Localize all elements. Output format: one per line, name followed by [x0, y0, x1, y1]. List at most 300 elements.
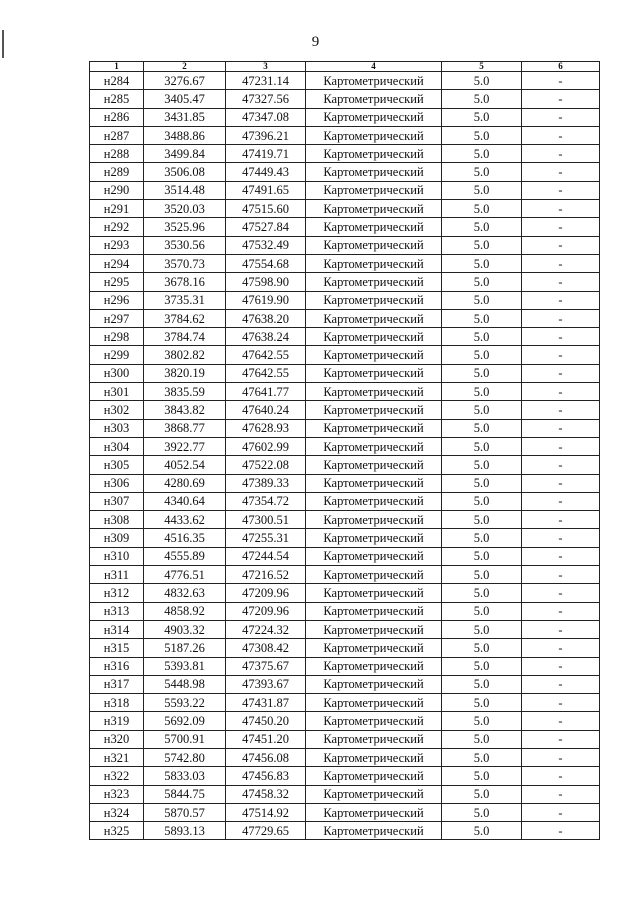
cell-x-coordinate: 3922.77 — [144, 437, 226, 455]
cell-accuracy: 5.0 — [442, 566, 522, 584]
table-row — [90, 126, 600, 144]
cell-note: - — [522, 803, 600, 821]
cell-x-coordinate: 5893.13 — [144, 822, 226, 840]
cell-x-coordinate: 4516.35 — [144, 529, 226, 547]
cell-method: Картометрический — [306, 90, 442, 108]
cell-y-coordinate: 47640.24 — [226, 401, 306, 419]
cell-note: - — [522, 511, 600, 529]
cell-y-coordinate: 47514.92 — [226, 803, 306, 821]
cell-y-coordinate: 47431.87 — [226, 694, 306, 712]
cell-note: - — [522, 291, 600, 309]
cell-point-id: н305 — [90, 456, 144, 474]
cell-method: Картометрический — [306, 602, 442, 620]
cell-method: Картометрический — [306, 181, 442, 199]
cell-accuracy: 5.0 — [442, 291, 522, 309]
cell-point-id: н312 — [90, 584, 144, 602]
cell-x-coordinate: 3405.47 — [144, 90, 226, 108]
cell-y-coordinate: 47638.20 — [226, 309, 306, 327]
cell-accuracy: 5.0 — [442, 620, 522, 638]
cell-method: Картометрический — [306, 547, 442, 565]
table-row — [90, 767, 600, 785]
header-col-4: 4 — [306, 62, 442, 72]
table-row — [90, 419, 600, 437]
cell-y-coordinate: 47244.54 — [226, 547, 306, 565]
cell-x-coordinate: 5187.26 — [144, 639, 226, 657]
cell-y-coordinate: 47354.72 — [226, 492, 306, 510]
table-row — [90, 236, 600, 254]
coordinates-table — [89, 61, 600, 840]
cell-point-id: н293 — [90, 236, 144, 254]
page-number: 9 — [311, 34, 320, 50]
cell-method: Картометрический — [306, 803, 442, 821]
cell-x-coordinate: 3488.86 — [144, 126, 226, 144]
cell-point-id: н284 — [90, 72, 144, 90]
cell-x-coordinate: 4858.92 — [144, 602, 226, 620]
table-row — [90, 547, 600, 565]
table-row — [90, 254, 600, 272]
cell-note: - — [522, 767, 600, 785]
cell-point-id: н295 — [90, 273, 144, 291]
cell-y-coordinate: 47628.93 — [226, 419, 306, 437]
cell-point-id: н303 — [90, 419, 144, 437]
cell-method: Картометрический — [306, 200, 442, 218]
cell-y-coordinate: 47729.65 — [226, 822, 306, 840]
cell-x-coordinate: 4776.51 — [144, 566, 226, 584]
table-row — [90, 383, 600, 401]
cell-accuracy: 5.0 — [442, 328, 522, 346]
cell-x-coordinate: 3802.82 — [144, 346, 226, 364]
cell-y-coordinate: 47515.60 — [226, 200, 306, 218]
cell-method: Картометрический — [306, 639, 442, 657]
cell-x-coordinate: 3843.82 — [144, 401, 226, 419]
cell-note: - — [522, 437, 600, 455]
cell-accuracy: 5.0 — [442, 657, 522, 675]
cell-x-coordinate: 5593.22 — [144, 694, 226, 712]
table-row — [90, 291, 600, 309]
cell-method: Картометрический — [306, 675, 442, 693]
cell-y-coordinate: 47602.99 — [226, 437, 306, 455]
cell-note: - — [522, 620, 600, 638]
table-row — [90, 218, 600, 236]
cell-method: Картометрический — [306, 254, 442, 272]
table-row — [90, 437, 600, 455]
cell-point-id: н300 — [90, 364, 144, 382]
cell-note: - — [522, 492, 600, 510]
cell-accuracy: 5.0 — [442, 529, 522, 547]
cell-note: - — [522, 419, 600, 437]
cell-y-coordinate: 47532.49 — [226, 236, 306, 254]
cell-point-id: н289 — [90, 163, 144, 181]
table-row — [90, 364, 600, 382]
cell-accuracy: 5.0 — [442, 803, 522, 821]
cell-accuracy: 5.0 — [442, 675, 522, 693]
cell-x-coordinate: 3678.16 — [144, 273, 226, 291]
cell-x-coordinate: 4555.89 — [144, 547, 226, 565]
table-row — [90, 803, 600, 821]
cell-point-id: н323 — [90, 785, 144, 803]
cell-method: Картометрический — [306, 126, 442, 144]
cell-accuracy: 5.0 — [442, 511, 522, 529]
cell-y-coordinate: 47527.84 — [226, 218, 306, 236]
cell-method: Картометрический — [306, 437, 442, 455]
cell-point-id: н302 — [90, 401, 144, 419]
cell-accuracy: 5.0 — [442, 126, 522, 144]
table-row — [90, 566, 600, 584]
cell-note: - — [522, 566, 600, 584]
cell-accuracy: 5.0 — [442, 163, 522, 181]
cell-y-coordinate: 47456.08 — [226, 748, 306, 766]
cell-y-coordinate: 47456.83 — [226, 767, 306, 785]
cell-x-coordinate: 4280.69 — [144, 474, 226, 492]
table-row — [90, 181, 600, 199]
cell-method: Картометрический — [306, 511, 442, 529]
cell-accuracy: 5.0 — [442, 346, 522, 364]
cell-note: - — [522, 218, 600, 236]
cell-y-coordinate: 47449.43 — [226, 163, 306, 181]
cell-method: Картометрический — [306, 822, 442, 840]
table-row — [90, 748, 600, 766]
cell-accuracy: 5.0 — [442, 254, 522, 272]
table-row — [90, 90, 600, 108]
table-row — [90, 401, 600, 419]
cell-note: - — [522, 675, 600, 693]
cell-point-id: н301 — [90, 383, 144, 401]
cell-x-coordinate: 4340.64 — [144, 492, 226, 510]
cell-method: Картометрический — [306, 474, 442, 492]
cell-y-coordinate: 47300.51 — [226, 511, 306, 529]
table-row — [90, 273, 600, 291]
table-row — [90, 730, 600, 748]
cell-point-id: н313 — [90, 602, 144, 620]
cell-note: - — [522, 822, 600, 840]
cell-method: Картометрический — [306, 785, 442, 803]
cell-note: - — [522, 730, 600, 748]
cell-method: Картометрический — [306, 401, 442, 419]
cell-y-coordinate: 47308.42 — [226, 639, 306, 657]
cell-accuracy: 5.0 — [442, 712, 522, 730]
table-row — [90, 492, 600, 510]
table-row — [90, 712, 600, 730]
cell-accuracy: 5.0 — [442, 419, 522, 437]
cell-x-coordinate: 5448.98 — [144, 675, 226, 693]
cell-y-coordinate: 47419.71 — [226, 145, 306, 163]
table-row — [90, 346, 600, 364]
cell-accuracy: 5.0 — [442, 785, 522, 803]
cell-point-id: н320 — [90, 730, 144, 748]
cell-note: - — [522, 328, 600, 346]
cell-accuracy: 5.0 — [442, 547, 522, 565]
cell-accuracy: 5.0 — [442, 200, 522, 218]
table-row — [90, 602, 600, 620]
table-row — [90, 657, 600, 675]
cell-point-id: н296 — [90, 291, 144, 309]
header-col-1: 1 — [90, 62, 144, 72]
cell-x-coordinate: 3506.08 — [144, 163, 226, 181]
cell-method: Картометрический — [306, 218, 442, 236]
cell-note: - — [522, 126, 600, 144]
cell-method: Картометрический — [306, 566, 442, 584]
cell-method: Картометрический — [306, 492, 442, 510]
cell-x-coordinate: 5844.75 — [144, 785, 226, 803]
cell-method: Картометрический — [306, 72, 442, 90]
cell-x-coordinate: 5700.91 — [144, 730, 226, 748]
cell-y-coordinate: 47231.14 — [226, 72, 306, 90]
cell-point-id: н298 — [90, 328, 144, 346]
cell-method: Картометрический — [306, 291, 442, 309]
cell-x-coordinate: 4903.32 — [144, 620, 226, 638]
cell-y-coordinate: 47642.55 — [226, 364, 306, 382]
cell-accuracy: 5.0 — [442, 383, 522, 401]
cell-method: Картометрический — [306, 383, 442, 401]
cell-method: Картометрический — [306, 273, 442, 291]
header-col-6: 6 — [522, 62, 600, 72]
cell-x-coordinate: 3835.59 — [144, 383, 226, 401]
cell-y-coordinate: 47393.67 — [226, 675, 306, 693]
cell-y-coordinate: 47642.55 — [226, 346, 306, 364]
cell-x-coordinate: 3431.85 — [144, 108, 226, 126]
cell-point-id: н307 — [90, 492, 144, 510]
table-row — [90, 474, 600, 492]
cell-accuracy: 5.0 — [442, 584, 522, 602]
cell-method: Картометрический — [306, 309, 442, 327]
cell-x-coordinate: 5692.09 — [144, 712, 226, 730]
table-row — [90, 72, 600, 90]
cell-x-coordinate: 3276.67 — [144, 72, 226, 90]
cell-note: - — [522, 254, 600, 272]
cell-point-id: н304 — [90, 437, 144, 455]
cell-x-coordinate: 5833.03 — [144, 767, 226, 785]
cell-x-coordinate: 5870.57 — [144, 803, 226, 821]
cell-point-id: н290 — [90, 181, 144, 199]
cell-method: Картометрический — [306, 163, 442, 181]
cell-y-coordinate: 47638.24 — [226, 328, 306, 346]
cell-x-coordinate: 4832.63 — [144, 584, 226, 602]
cell-note: - — [522, 364, 600, 382]
cell-note: - — [522, 346, 600, 364]
cell-y-coordinate: 47396.21 — [226, 126, 306, 144]
cell-note: - — [522, 383, 600, 401]
cell-x-coordinate: 3570.73 — [144, 254, 226, 272]
cell-point-id: н324 — [90, 803, 144, 821]
cell-point-id: н306 — [90, 474, 144, 492]
cell-x-coordinate: 4433.62 — [144, 511, 226, 529]
cell-note: - — [522, 163, 600, 181]
cell-y-coordinate: 47450.20 — [226, 712, 306, 730]
cell-x-coordinate: 3514.48 — [144, 181, 226, 199]
cell-note: - — [522, 748, 600, 766]
cell-accuracy: 5.0 — [442, 90, 522, 108]
cell-method: Картометрический — [306, 748, 442, 766]
cell-point-id: н316 — [90, 657, 144, 675]
cell-accuracy: 5.0 — [442, 639, 522, 657]
header-col-5: 5 — [442, 62, 522, 72]
cell-point-id: н318 — [90, 694, 144, 712]
cell-x-coordinate: 3735.31 — [144, 291, 226, 309]
cell-method: Картометрический — [306, 419, 442, 437]
cell-y-coordinate: 47375.67 — [226, 657, 306, 675]
header-col-3: 3 — [226, 62, 306, 72]
cell-method: Картометрический — [306, 346, 442, 364]
cell-y-coordinate: 47209.96 — [226, 602, 306, 620]
cell-note: - — [522, 236, 600, 254]
table-row — [90, 328, 600, 346]
cell-note: - — [522, 72, 600, 90]
cell-point-id: н321 — [90, 748, 144, 766]
cell-accuracy: 5.0 — [442, 309, 522, 327]
cell-point-id: н309 — [90, 529, 144, 547]
cell-accuracy: 5.0 — [442, 474, 522, 492]
cell-accuracy: 5.0 — [442, 108, 522, 126]
cell-note: - — [522, 145, 600, 163]
cell-method: Картометрический — [306, 584, 442, 602]
cell-x-coordinate: 3784.62 — [144, 309, 226, 327]
table-row — [90, 694, 600, 712]
cell-point-id: н315 — [90, 639, 144, 657]
cell-point-id: н308 — [90, 511, 144, 529]
cell-method: Картометрический — [306, 456, 442, 474]
cell-accuracy: 5.0 — [442, 72, 522, 90]
cell-accuracy: 5.0 — [442, 767, 522, 785]
table-row — [90, 511, 600, 529]
cell-y-coordinate: 47491.65 — [226, 181, 306, 199]
cell-note: - — [522, 181, 600, 199]
cell-method: Картометрический — [306, 236, 442, 254]
cell-note: - — [522, 712, 600, 730]
cell-point-id: н287 — [90, 126, 144, 144]
cell-point-id: н314 — [90, 620, 144, 638]
cell-note: - — [522, 273, 600, 291]
cell-y-coordinate: 47347.08 — [226, 108, 306, 126]
header-row — [90, 62, 600, 72]
cell-x-coordinate: 3499.84 — [144, 145, 226, 163]
cell-note: - — [522, 200, 600, 218]
cell-method: Картометрический — [306, 145, 442, 163]
cell-y-coordinate: 47451.20 — [226, 730, 306, 748]
cell-x-coordinate: 3868.77 — [144, 419, 226, 437]
cell-y-coordinate: 47598.90 — [226, 273, 306, 291]
cell-method: Картометрический — [306, 108, 442, 126]
cell-note: - — [522, 547, 600, 565]
cell-point-id: н317 — [90, 675, 144, 693]
cell-point-id: н285 — [90, 90, 144, 108]
cell-point-id: н325 — [90, 822, 144, 840]
cell-y-coordinate: 47224.32 — [226, 620, 306, 638]
cell-y-coordinate: 47209.96 — [226, 584, 306, 602]
cell-method: Картометрический — [306, 657, 442, 675]
cell-point-id: н310 — [90, 547, 144, 565]
cell-accuracy: 5.0 — [442, 456, 522, 474]
cell-accuracy: 5.0 — [442, 218, 522, 236]
cell-y-coordinate: 47641.77 — [226, 383, 306, 401]
table-row — [90, 785, 600, 803]
table-row — [90, 584, 600, 602]
cell-note: - — [522, 657, 600, 675]
cell-method: Картометрический — [306, 529, 442, 547]
table-row — [90, 200, 600, 218]
cell-accuracy: 5.0 — [442, 401, 522, 419]
table-row — [90, 145, 600, 163]
cell-method: Картометрический — [306, 730, 442, 748]
cell-point-id: н319 — [90, 712, 144, 730]
cell-note: - — [522, 456, 600, 474]
cell-accuracy: 5.0 — [442, 748, 522, 766]
cell-accuracy: 5.0 — [442, 730, 522, 748]
cell-point-id: н294 — [90, 254, 144, 272]
cell-note: - — [522, 639, 600, 657]
cell-note: - — [522, 694, 600, 712]
cell-note: - — [522, 474, 600, 492]
cell-x-coordinate: 3520.03 — [144, 200, 226, 218]
cell-point-id: н299 — [90, 346, 144, 364]
cell-accuracy: 5.0 — [442, 181, 522, 199]
cell-note: - — [522, 309, 600, 327]
cell-accuracy: 5.0 — [442, 694, 522, 712]
cell-note: - — [522, 529, 600, 547]
table-row — [90, 675, 600, 693]
cell-x-coordinate: 4052.54 — [144, 456, 226, 474]
cell-point-id: н322 — [90, 767, 144, 785]
table-row — [90, 163, 600, 181]
cell-y-coordinate: 47458.32 — [226, 785, 306, 803]
cell-y-coordinate: 47216.52 — [226, 566, 306, 584]
table-row — [90, 529, 600, 547]
cell-note: - — [522, 602, 600, 620]
cell-accuracy: 5.0 — [442, 492, 522, 510]
cell-x-coordinate: 3525.96 — [144, 218, 226, 236]
cell-point-id: н291 — [90, 200, 144, 218]
cell-x-coordinate: 3784.74 — [144, 328, 226, 346]
cell-y-coordinate: 47389.33 — [226, 474, 306, 492]
cell-point-id: н288 — [90, 145, 144, 163]
cell-y-coordinate: 47554.68 — [226, 254, 306, 272]
cell-point-id: н311 — [90, 566, 144, 584]
cell-method: Картометрический — [306, 364, 442, 382]
cell-note: - — [522, 785, 600, 803]
cell-x-coordinate: 3820.19 — [144, 364, 226, 382]
cell-accuracy: 5.0 — [442, 602, 522, 620]
cell-method: Картометрический — [306, 712, 442, 730]
table-row — [90, 309, 600, 327]
cell-point-id: н297 — [90, 309, 144, 327]
table-body — [90, 72, 600, 840]
cell-accuracy: 5.0 — [442, 822, 522, 840]
cell-y-coordinate: 47522.08 — [226, 456, 306, 474]
table-row — [90, 639, 600, 657]
cell-x-coordinate: 3530.56 — [144, 236, 226, 254]
cell-y-coordinate: 47327.56 — [226, 90, 306, 108]
cell-x-coordinate: 5742.80 — [144, 748, 226, 766]
cell-accuracy: 5.0 — [442, 236, 522, 254]
table-row — [90, 822, 600, 840]
cell-y-coordinate: 47255.31 — [226, 529, 306, 547]
cell-method: Картометрический — [306, 694, 442, 712]
cell-accuracy: 5.0 — [442, 364, 522, 382]
cell-method: Картометрический — [306, 328, 442, 346]
table-row — [90, 456, 600, 474]
cell-method: Картометрический — [306, 767, 442, 785]
cell-note: - — [522, 90, 600, 108]
cell-note: - — [522, 401, 600, 419]
cell-accuracy: 5.0 — [442, 437, 522, 455]
cell-y-coordinate: 47619.90 — [226, 291, 306, 309]
header-col-2: 2 — [144, 62, 226, 72]
cell-note: - — [522, 108, 600, 126]
cell-note: - — [522, 584, 600, 602]
table-row — [90, 620, 600, 638]
cell-accuracy: 5.0 — [442, 145, 522, 163]
cell-method: Картометрический — [306, 620, 442, 638]
cell-point-id: н286 — [90, 108, 144, 126]
